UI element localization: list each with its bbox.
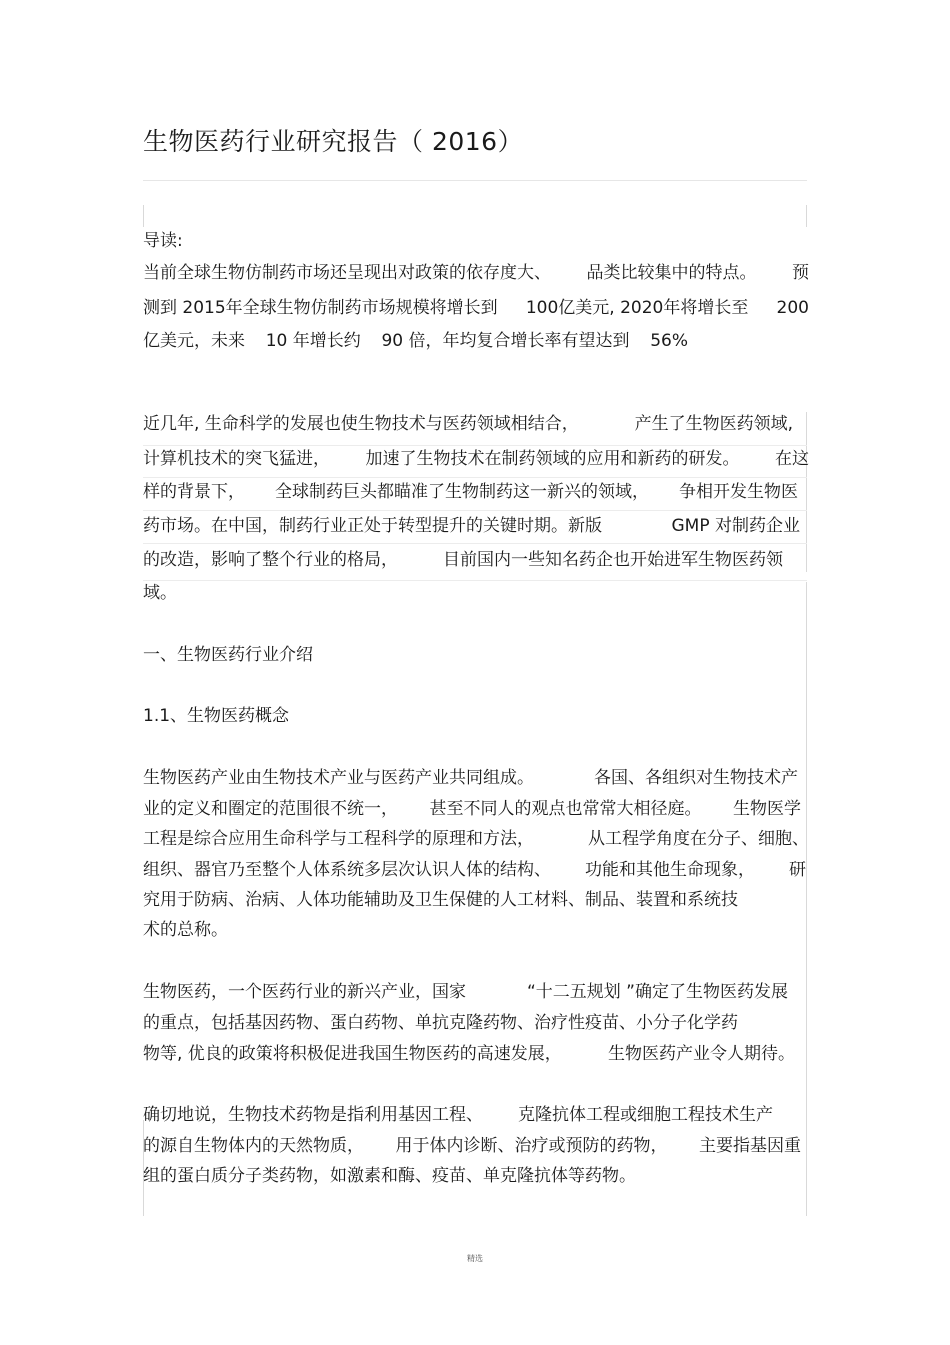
title-divider: [143, 180, 807, 181]
paragraph-2-line: 组织、器官乃至整个人体系统多层次认识人体的结构、 功能和其他生命现象， 研: [143, 860, 806, 880]
section-heading: 一、生物医药行业介绍: [143, 645, 313, 665]
paragraph-1-line: 域。: [143, 583, 177, 603]
paragraph-2-line: 工程是综合应用生命科学与工程科学的原理和方法， 从工程学角度在分子、细胞、: [143, 829, 809, 849]
paragraph-2-line: 生物医药产业由生物技术产业与医药产业共同组成。 各国、各组织对生物技术产: [143, 768, 798, 788]
paragraph-1-line: 计算机技术的突飞猛进， 加速了生物技术在制药领域的应用和新药的研发。 在这: [143, 449, 809, 469]
intro-line: 亿美元，未来 10 年增长约 90 倍，年均复合增长率有望达到 56%: [143, 331, 688, 351]
paragraph-4-line: 确切地说，生物技术药物是指利用基因工程、 克隆抗体工程或细胞工程技术生产: [143, 1105, 773, 1125]
subsection-heading: 1.1、生物医药概念: [143, 706, 290, 726]
paragraph-2-line: 业的定义和圈定的范围很不统一， 甚至不同人的观点也常常大相径庭。 生物医学: [143, 799, 801, 819]
paragraph-1-line: 近几年, 生命科学的发展也使生物技术与医药领域相结合， 产生了生物医药领域,: [143, 414, 793, 434]
paragraph-2-line: 术的总称。: [143, 920, 228, 940]
paragraph-4-line: 的源自生物体内的天然物质， 用于体内诊断、治疗或预防的药物， 主要指基因重: [143, 1136, 801, 1156]
page-footer: 精选: [467, 1254, 483, 1263]
paragraph-2-line: 究用于防病、治病、人体功能辅助及卫生保健的人工材料、制品、装置和系统技: [143, 890, 738, 910]
paragraph-3-line: 的重点，包括基因药物、蛋白药物、单抗克隆药物、治疗性疫苗、小分子化学药: [143, 1013, 738, 1033]
border-line: [143, 205, 144, 227]
border-line: [143, 543, 807, 544]
border-line: [806, 205, 807, 227]
paragraph-3-line: 物等, 优良的政策将积极促进我国生物医药的高速发展， 生物医药产业令人期待。: [143, 1044, 795, 1064]
document-title: 生物医药行业研究报告（ 2016）: [143, 127, 524, 156]
intro-label: 导读:: [143, 231, 183, 251]
intro-line: 测到 2015年全球生物仿制药市场规模将增长到 100亿美元, 2020年将增长至 200: [143, 298, 809, 318]
intro-line: 当前全球生物仿制药市场还呈现出对政策的依存度大、 品类比较集中的特点。 预: [143, 263, 809, 283]
paragraph-1-line: 的改造，影响了整个行业的格局， 目前国内一些知名药企也开始进军生物医药领: [143, 550, 783, 570]
paragraph-3-line: 生物医药，一个医药行业的新兴产业，国家 “十二五规划 ”确定了生物医药发展: [143, 982, 788, 1002]
paragraph-4-line: 组的蛋白质分子类药物，如激素和酶、疫苗、单克隆抗体等药物。: [143, 1166, 636, 1186]
paragraph-1-line: 药市场。在中国，制药行业正处于转型提升的关键时期。新版 GMP 对制药企业: [143, 516, 800, 536]
border-line: [806, 412, 807, 572]
paragraph-1-line: 样的背景下， 全球制药巨头都瞄准了生物制药这一新兴的领域， 争相开发生物医: [143, 482, 798, 502]
